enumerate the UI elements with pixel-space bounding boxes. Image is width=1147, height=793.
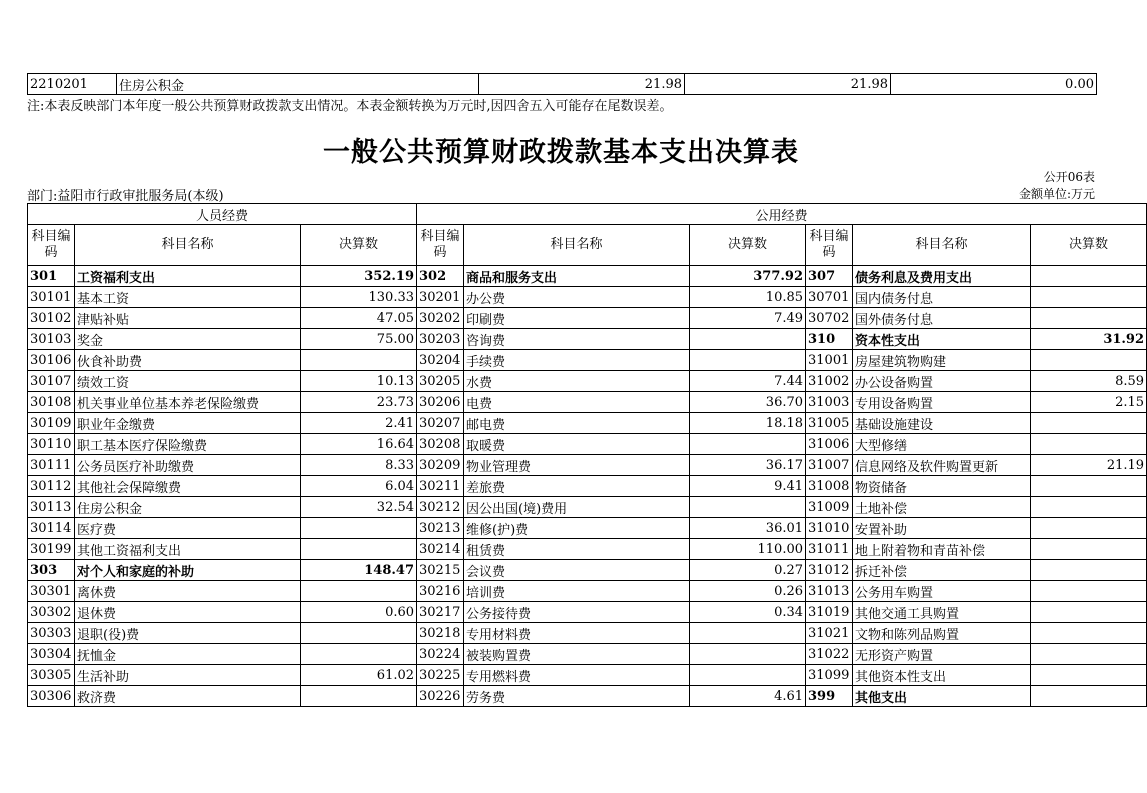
item-amount: 21.19 xyxy=(1031,455,1147,476)
item-amount xyxy=(1031,308,1147,329)
item-code: 30109 xyxy=(28,413,75,434)
item-code: 30224 xyxy=(417,644,464,665)
item-code: 30110 xyxy=(28,434,75,455)
item-amount: 7.49 xyxy=(690,308,806,329)
item-amount: 2.15 xyxy=(1031,392,1147,413)
item-name: 专用燃料费 xyxy=(464,665,690,686)
item-name: 其他工资福利支出 xyxy=(75,539,301,560)
item-code: 30305 xyxy=(28,665,75,686)
item-name: 办公费 xyxy=(464,287,690,308)
item-name: 因公出国(境)费用 xyxy=(464,497,690,518)
top-value-2: 21.98 xyxy=(685,74,891,95)
item-name: 电费 xyxy=(464,392,690,413)
table-row xyxy=(28,329,1147,350)
item-amount xyxy=(301,623,417,644)
table-row xyxy=(28,497,1147,518)
item-amount: 0.27 xyxy=(690,560,806,581)
item-code: 30218 xyxy=(417,623,464,644)
item-name: 维修(护)费 xyxy=(464,518,690,539)
item-amount: 377.92 xyxy=(690,266,806,287)
item-code: 31003 xyxy=(806,392,853,413)
item-name: 资本性支出 xyxy=(853,329,1031,350)
item-amount xyxy=(1031,434,1147,455)
table-row xyxy=(28,476,1147,497)
item-code: 30103 xyxy=(28,329,75,350)
item-code: 30701 xyxy=(806,287,853,308)
item-code: 30202 xyxy=(417,308,464,329)
item-name: 国外债务付息 xyxy=(853,308,1031,329)
item-amount: 110.00 xyxy=(690,539,806,560)
item-amount xyxy=(1031,665,1147,686)
item-code: 30207 xyxy=(417,413,464,434)
item-amount: 4.61 xyxy=(690,686,806,707)
department-label: 部门:益阳市行政审批服务局(本级) xyxy=(27,189,224,204)
top-value-1: 21.98 xyxy=(479,74,685,95)
item-code: 303 xyxy=(28,560,75,581)
item-code: 31010 xyxy=(806,518,853,539)
top-code: 2210201 xyxy=(28,74,117,95)
header-code: 科目编码 xyxy=(417,225,464,266)
item-code: 30215 xyxy=(417,560,464,581)
item-code: 399 xyxy=(806,686,853,707)
item-code: 30226 xyxy=(417,686,464,707)
item-code: 31006 xyxy=(806,434,853,455)
header-code: 科目编码 xyxy=(806,225,853,266)
item-amount xyxy=(1031,350,1147,371)
item-code: 30101 xyxy=(28,287,75,308)
table-row xyxy=(28,644,1147,665)
item-amount xyxy=(1031,518,1147,539)
header-amount: 决算数 xyxy=(1031,225,1147,266)
item-amount xyxy=(690,329,806,350)
unit-label: 金额单位:万元 xyxy=(1018,187,1095,201)
item-name: 对个人和家庭的补助 xyxy=(75,560,301,581)
item-amount xyxy=(690,665,806,686)
table-row xyxy=(28,560,1147,581)
item-code: 31011 xyxy=(806,539,853,560)
item-code: 30225 xyxy=(417,665,464,686)
item-amount: 6.04 xyxy=(301,476,417,497)
item-code: 30204 xyxy=(417,350,464,371)
item-amount: 148.47 xyxy=(301,560,417,581)
item-name: 物业管理费 xyxy=(464,455,690,476)
item-name: 信息网络及软件购置更新 xyxy=(853,455,1031,476)
item-code: 30107 xyxy=(28,371,75,392)
item-name: 其他交通工具购置 xyxy=(853,602,1031,623)
item-amount: 36.01 xyxy=(690,518,806,539)
table-row xyxy=(28,686,1147,707)
item-name: 地上附着物和青苗补偿 xyxy=(853,539,1031,560)
item-code: 30114 xyxy=(28,518,75,539)
table-row xyxy=(28,623,1147,644)
item-name: 土地补偿 xyxy=(853,497,1031,518)
table-row xyxy=(28,539,1147,560)
item-code: 301 xyxy=(28,266,75,287)
item-code: 30106 xyxy=(28,350,75,371)
item-name: 基础设施建设 xyxy=(853,413,1031,434)
item-name: 机关事业单位基本养老保险缴费 xyxy=(75,392,301,413)
item-amount xyxy=(690,644,806,665)
item-code: 30112 xyxy=(28,476,75,497)
column-header-row xyxy=(28,225,1147,266)
item-amount: 8.59 xyxy=(1031,371,1147,392)
item-amount xyxy=(1031,644,1147,665)
item-code: 31012 xyxy=(806,560,853,581)
item-amount xyxy=(1031,287,1147,308)
note-text: 注:本表反映部门本年度一般公共预算财政拨款支出情况。本表金额转换为万元时,因四舍五入可能存在尾数误差。 xyxy=(27,99,673,114)
item-code: 30216 xyxy=(417,581,464,602)
item-amount xyxy=(1031,602,1147,623)
item-name: 劳务费 xyxy=(464,686,690,707)
top-value-3: 0.00 xyxy=(891,74,1097,95)
item-amount: 2.41 xyxy=(301,413,417,434)
table-row xyxy=(28,434,1147,455)
header-name: 科目名称 xyxy=(853,225,1031,266)
item-name: 会议费 xyxy=(464,560,690,581)
item-amount: 352.19 xyxy=(301,266,417,287)
item-name: 物资储备 xyxy=(853,476,1031,497)
header-amount: 决算数 xyxy=(690,225,806,266)
item-code: 31007 xyxy=(806,455,853,476)
item-name: 房屋建筑物购建 xyxy=(853,350,1031,371)
item-name: 公务员医疗补助缴费 xyxy=(75,455,301,476)
item-name: 其他支出 xyxy=(853,686,1031,707)
item-code: 302 xyxy=(417,266,464,287)
header-amount: 决算数 xyxy=(301,225,417,266)
item-code: 31013 xyxy=(806,581,853,602)
table-row xyxy=(28,350,1147,371)
item-name: 债务利息及费用支出 xyxy=(853,266,1031,287)
item-name: 拆迁补偿 xyxy=(853,560,1031,581)
table-row xyxy=(28,371,1147,392)
item-name: 退休费 xyxy=(75,602,301,623)
item-amount xyxy=(301,539,417,560)
item-name: 其他资本性支出 xyxy=(853,665,1031,686)
item-amount xyxy=(690,497,806,518)
item-name: 专用设备购置 xyxy=(853,392,1031,413)
item-amount xyxy=(301,350,417,371)
item-code: 30214 xyxy=(417,539,464,560)
group-header-row xyxy=(28,204,1147,225)
item-code: 30702 xyxy=(806,308,853,329)
table-row xyxy=(28,518,1147,539)
item-code: 30302 xyxy=(28,602,75,623)
item-amount xyxy=(690,623,806,644)
item-name: 奖金 xyxy=(75,329,301,350)
table-row xyxy=(28,392,1147,413)
item-amount xyxy=(1031,497,1147,518)
item-amount xyxy=(301,644,417,665)
item-code: 30217 xyxy=(417,602,464,623)
item-name: 职工基本医疗保险缴费 xyxy=(75,434,301,455)
item-amount xyxy=(301,581,417,602)
item-amount xyxy=(301,686,417,707)
item-code: 30208 xyxy=(417,434,464,455)
item-amount: 130.33 xyxy=(301,287,417,308)
table-row xyxy=(28,308,1147,329)
item-name: 办公设备购置 xyxy=(853,371,1031,392)
item-name: 基本工资 xyxy=(75,287,301,308)
item-amount: 32.54 xyxy=(301,497,417,518)
item-name: 抚恤金 xyxy=(75,644,301,665)
item-amount: 8.33 xyxy=(301,455,417,476)
item-name: 离休费 xyxy=(75,581,301,602)
item-amount: 0.34 xyxy=(690,602,806,623)
item-code: 30205 xyxy=(417,371,464,392)
item-name: 咨询费 xyxy=(464,329,690,350)
item-amount: 10.13 xyxy=(301,371,417,392)
item-code: 30108 xyxy=(28,392,75,413)
item-name: 水费 xyxy=(464,371,690,392)
item-name: 国内债务付息 xyxy=(853,287,1031,308)
expenditure-table xyxy=(27,203,1147,707)
item-amount: 36.17 xyxy=(690,455,806,476)
table-row xyxy=(28,74,1097,95)
item-code: 30303 xyxy=(28,623,75,644)
header-name: 科目名称 xyxy=(75,225,301,266)
item-code: 31001 xyxy=(806,350,853,371)
item-name: 津贴补贴 xyxy=(75,308,301,329)
item-name: 租赁费 xyxy=(464,539,690,560)
item-name: 其他社会保障缴费 xyxy=(75,476,301,497)
table-number: 公开06表 xyxy=(1043,170,1095,184)
item-code: 30209 xyxy=(417,455,464,476)
item-code: 30301 xyxy=(28,581,75,602)
table-row xyxy=(28,266,1147,287)
item-name: 安置补助 xyxy=(853,518,1031,539)
item-name: 工资福利支出 xyxy=(75,266,301,287)
item-amount xyxy=(690,350,806,371)
item-amount: 31.92 xyxy=(1031,329,1147,350)
item-amount: 9.41 xyxy=(690,476,806,497)
item-amount: 10.85 xyxy=(690,287,806,308)
table-row xyxy=(28,455,1147,476)
item-code: 31005 xyxy=(806,413,853,434)
item-code: 30213 xyxy=(417,518,464,539)
item-code: 30113 xyxy=(28,497,75,518)
item-amount xyxy=(1031,686,1147,707)
item-code: 307 xyxy=(806,266,853,287)
item-amount: 0.26 xyxy=(690,581,806,602)
item-code: 30203 xyxy=(417,329,464,350)
item-name: 职业年金缴费 xyxy=(75,413,301,434)
item-name: 退职(役)费 xyxy=(75,623,301,644)
item-code: 30206 xyxy=(417,392,464,413)
item-amount: 7.44 xyxy=(690,371,806,392)
item-name: 公务接待费 xyxy=(464,602,690,623)
header-name: 科目名称 xyxy=(464,225,690,266)
item-code: 31009 xyxy=(806,497,853,518)
item-name: 公务用车购置 xyxy=(853,581,1031,602)
group-public: 公用经费 xyxy=(417,204,1147,225)
item-name: 文物和陈列品购置 xyxy=(853,623,1031,644)
item-code: 30111 xyxy=(28,455,75,476)
item-name: 住房公积金 xyxy=(75,497,301,518)
item-code: 30201 xyxy=(417,287,464,308)
item-name: 差旅费 xyxy=(464,476,690,497)
item-name: 取暖费 xyxy=(464,434,690,455)
item-code: 31002 xyxy=(806,371,853,392)
table-row xyxy=(28,581,1147,602)
item-amount xyxy=(1031,539,1147,560)
top-name: 住房公积金 xyxy=(117,74,479,95)
item-name: 培训费 xyxy=(464,581,690,602)
item-code: 31099 xyxy=(806,665,853,686)
item-code: 31019 xyxy=(806,602,853,623)
item-name: 商品和服务支出 xyxy=(464,266,690,287)
table-row xyxy=(28,602,1147,623)
item-name: 无形资产购置 xyxy=(853,644,1031,665)
item-name: 绩效工资 xyxy=(75,371,301,392)
item-code: 30211 xyxy=(417,476,464,497)
table-row xyxy=(28,413,1147,434)
item-amount: 75.00 xyxy=(301,329,417,350)
item-amount: 47.05 xyxy=(301,308,417,329)
item-code: 30304 xyxy=(28,644,75,665)
table-row xyxy=(28,287,1147,308)
item-name: 救济费 xyxy=(75,686,301,707)
prior-table-fragment xyxy=(27,73,1097,95)
item-name: 手续费 xyxy=(464,350,690,371)
page-title: 一般公共预算财政拨款基本支出决算表 xyxy=(323,137,799,168)
item-amount: 16.64 xyxy=(301,434,417,455)
item-code: 31022 xyxy=(806,644,853,665)
item-amount xyxy=(1031,623,1147,644)
item-name: 专用材料费 xyxy=(464,623,690,644)
item-code: 31021 xyxy=(806,623,853,644)
item-amount xyxy=(1031,476,1147,497)
item-code: 30102 xyxy=(28,308,75,329)
item-amount xyxy=(1031,266,1147,287)
item-code: 30212 xyxy=(417,497,464,518)
item-code: 310 xyxy=(806,329,853,350)
item-name: 印刷费 xyxy=(464,308,690,329)
table-row xyxy=(28,665,1147,686)
item-name: 生活补助 xyxy=(75,665,301,686)
item-amount: 18.18 xyxy=(690,413,806,434)
header-code: 科目编码 xyxy=(28,225,75,266)
item-code: 31008 xyxy=(806,476,853,497)
item-amount xyxy=(690,434,806,455)
item-name: 伙食补助费 xyxy=(75,350,301,371)
item-code: 30306 xyxy=(28,686,75,707)
item-amount xyxy=(301,518,417,539)
group-personnel: 人员经费 xyxy=(28,204,417,225)
item-amount: 0.60 xyxy=(301,602,417,623)
item-amount xyxy=(1031,581,1147,602)
item-name: 医疗费 xyxy=(75,518,301,539)
item-amount xyxy=(1031,560,1147,581)
item-name: 被装购置费 xyxy=(464,644,690,665)
item-code: 30199 xyxy=(28,539,75,560)
item-name: 邮电费 xyxy=(464,413,690,434)
item-amount: 36.70 xyxy=(690,392,806,413)
item-amount: 61.02 xyxy=(301,665,417,686)
item-amount: 23.73 xyxy=(301,392,417,413)
item-amount xyxy=(1031,413,1147,434)
item-name: 大型修缮 xyxy=(853,434,1031,455)
